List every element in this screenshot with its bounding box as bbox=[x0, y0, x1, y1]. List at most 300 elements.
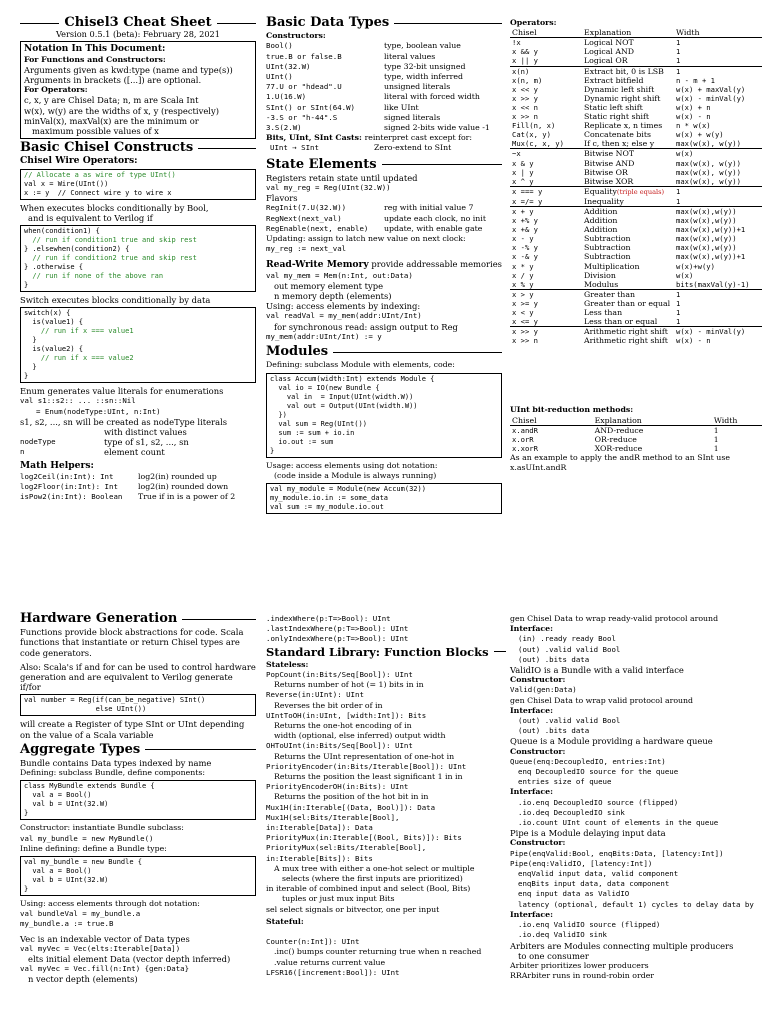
types-desc: like UInt bbox=[384, 102, 419, 112]
flavor-code: RegEnable(next, enable) bbox=[266, 223, 369, 233]
std-mux: selects (where the first inputs are prioritized) bbox=[282, 874, 463, 884]
hw-code bbox=[20, 694, 256, 716]
operator-cell: max(w(x),w(y)) bbox=[674, 206, 762, 216]
rw-title-line bbox=[266, 259, 502, 270]
switch-code-line: is(value1) { bbox=[24, 318, 84, 327]
agg-code-line: val my_bundle = new Bundle { bbox=[24, 858, 143, 867]
spacer bbox=[266, 927, 506, 937]
std-stateless: Stateless: bbox=[266, 659, 309, 669]
operator-row bbox=[510, 149, 762, 159]
modules-code-line: class Accum(width:Int) extends Module { bbox=[270, 374, 435, 383]
operator-cell: Modulus bbox=[584, 279, 619, 289]
std-rule bbox=[494, 651, 506, 652]
std-item-code: Mux1H(in:Iterable[(Data, Bool)]): Data bbox=[266, 802, 436, 812]
operator-row bbox=[510, 66, 762, 76]
rw-line: for synchronous read: assign output to Reg bbox=[274, 321, 458, 332]
operator-cell: w(x) bbox=[674, 149, 762, 159]
operator-cell: Arithmetic right shift bbox=[584, 336, 668, 346]
agg-title-row bbox=[20, 741, 256, 757]
operator-cell: Bitwise NOT bbox=[582, 149, 674, 159]
operators-header-row bbox=[510, 28, 762, 38]
operator-cell: Static right shift bbox=[584, 112, 649, 122]
operator-cell: x === y bbox=[510, 186, 582, 197]
std-mux: sel select signals or bitvector, one per input bbox=[266, 904, 440, 914]
std-item-desc: Reverses the bit order of in bbox=[274, 700, 383, 710]
std-stateful: Stateful: bbox=[266, 916, 304, 926]
wire-code-line: val x = Wire(UInt()) bbox=[24, 179, 109, 188]
types-constructors: Constructors: bbox=[266, 31, 326, 41]
operator-cell: max(w(x),w(y)) bbox=[676, 216, 737, 226]
rw-line: my_mem(addr:UInt/Int) := y bbox=[266, 331, 382, 341]
types-row bbox=[266, 92, 502, 102]
c3-line: Valid(gen:Data) bbox=[510, 685, 577, 695]
modules-usage-code bbox=[266, 483, 502, 514]
c3-line: .io.enq ValidIO source (flipped) bbox=[518, 920, 661, 930]
operator-cell: x | y bbox=[512, 167, 534, 177]
c3-line: (in) .ready ready Bool bbox=[518, 634, 616, 644]
notation-heading: Notation In This Document: bbox=[24, 44, 166, 55]
notation-l4: w(x), w(y) are the widths of x, y (respectively) bbox=[24, 105, 219, 116]
enum-param: n bbox=[20, 447, 25, 457]
operator-row bbox=[510, 94, 762, 103]
operator-cell: x > y bbox=[510, 289, 582, 299]
math-heading: Math Helpers: bbox=[20, 459, 94, 471]
types-row bbox=[266, 62, 502, 72]
operator-cell: 1 bbox=[674, 186, 762, 197]
state-title-row bbox=[266, 156, 502, 172]
types-title-row bbox=[266, 15, 502, 30]
usage-code-line: val my_module = Module(new Accum(32)) bbox=[270, 484, 426, 493]
rw-line: out memory element type bbox=[274, 280, 384, 291]
c3-arb: Arbiter prioritizes lower producers bbox=[510, 960, 649, 970]
operator-cell: max(w(x),w(y))+1 bbox=[676, 225, 746, 235]
types-desc: signed 2-bits wide value -1 bbox=[384, 123, 490, 133]
modules-code-line: }) bbox=[270, 410, 287, 419]
col-top-left bbox=[20, 16, 256, 502]
c3-line: enq input data as ValidIO bbox=[518, 889, 630, 899]
casts-row bbox=[266, 143, 502, 153]
reg-line: val my_reg = Reg(UInt(32.W)) bbox=[266, 183, 391, 193]
c3-line: .io.enq DecoupledIO source (flipped) bbox=[518, 797, 679, 807]
agg-c2: val my_bundle = new MyBundle() bbox=[20, 833, 154, 843]
operator-row bbox=[510, 327, 762, 337]
operator-cell: Logical OR bbox=[584, 56, 628, 66]
c3-line: (out) .valid valid Bool bbox=[518, 644, 621, 654]
agg-code-line: } bbox=[24, 885, 29, 894]
reduction-cell: x.xorR bbox=[512, 443, 538, 453]
agg-u1: Using: access elements through dot notation: bbox=[20, 899, 200, 909]
types-rule bbox=[394, 23, 502, 24]
c3-interface: Interface: bbox=[510, 624, 553, 634]
operator-cell: x >= y bbox=[512, 298, 538, 308]
modules-rule bbox=[333, 352, 502, 353]
operators-header-cell: Chisel bbox=[510, 28, 582, 38]
modules-code-line: val io = IO(new Bundle { bbox=[270, 383, 380, 392]
operator-cell: x -& y bbox=[512, 252, 538, 262]
operator-cell: Cat(x, y) bbox=[512, 130, 551, 140]
reduction-header-cell: Explanation bbox=[565, 416, 712, 426]
hw-p3: will create a Register of type SInt or UInt depending on the value of a Scala variable bbox=[20, 719, 245, 740]
agg-v4: val myVec = Vec.fill(n:Int) {gen:Data} bbox=[20, 964, 190, 974]
when-code-block bbox=[20, 225, 256, 292]
reduction-cell: 1 bbox=[713, 425, 719, 435]
c3-interface: Interface: bbox=[510, 705, 553, 715]
types-code: Bool() bbox=[266, 41, 293, 51]
math-desc: log2(in) rounded up bbox=[138, 471, 217, 481]
c3-constructor: Constructor: bbox=[510, 746, 566, 756]
when-code-line: } .elsewhen(condition2) { bbox=[24, 245, 130, 254]
agg-v5: n vector depth (elements) bbox=[28, 974, 138, 985]
enum-param-row bbox=[20, 437, 256, 447]
casts-desc: Zero-extend to SInt bbox=[374, 143, 452, 153]
casts-code: UInt → SInt bbox=[270, 143, 319, 153]
enum-line-2: = Enum(nodeType:UInt, n:Int) bbox=[36, 406, 161, 416]
flavor-desc: reg with initial value 7 bbox=[384, 203, 474, 213]
c3-line: enq DecoupledIO source for the queue bbox=[518, 767, 679, 777]
std-counter: LFSR16([increment:Bool]): UInt bbox=[266, 967, 400, 977]
enum-param-row bbox=[20, 447, 256, 457]
modules-title-row bbox=[266, 344, 502, 360]
types-row bbox=[266, 52, 502, 62]
std-item-code: in:Iterable[Bits]): Bits bbox=[266, 853, 373, 863]
types-code: 77.U or "hdead".U bbox=[266, 82, 342, 92]
operator-cell: max(w(x),w(y)) bbox=[676, 243, 737, 253]
reduction-title: UInt bit-reduction methods: bbox=[510, 405, 634, 415]
flavor-code: RegNext(next_val) bbox=[266, 213, 342, 223]
hw-code-line: val number = Reg(if(can_be_negative) SInt() bbox=[24, 696, 206, 705]
notation-l5: minVal(x), maxVal(x) are the minimum or bbox=[24, 115, 199, 126]
operator-cell: n - m + 1 bbox=[676, 75, 715, 85]
types-code: 1.U(16.W) bbox=[266, 92, 307, 102]
switch-code-line: is(value2) { bbox=[24, 345, 84, 354]
operators-header-cell: Explanation bbox=[582, 28, 674, 38]
operator-cell: 1 bbox=[676, 298, 681, 308]
math-code: log2Floor(in:Int): Int bbox=[20, 482, 118, 492]
std-title-row bbox=[266, 644, 506, 659]
casts-desc: reinterpret cast except for: bbox=[364, 133, 473, 143]
operator-row bbox=[510, 103, 762, 112]
operator-cell: Addition bbox=[584, 216, 618, 226]
std-item-desc: Returns the one-hot encoding of in bbox=[274, 721, 412, 731]
c3-line: .io.deq DecoupledIO sink bbox=[518, 807, 625, 817]
operator-cell: Inequality bbox=[584, 196, 624, 206]
c3-line: (out) .valid valid Bool bbox=[518, 716, 621, 726]
operator-row bbox=[510, 262, 762, 271]
agg-u2: val bundleVal = my_bundle.a bbox=[20, 909, 141, 919]
operator-cell: x >> y bbox=[512, 93, 538, 103]
types-code: -3.S or "h-44".S bbox=[266, 112, 338, 122]
c3-line: .io.count UInt count of elements in the queue bbox=[518, 818, 719, 828]
operator-cell: Subtraction bbox=[584, 234, 631, 244]
std-top-line: .lastIndexWhere(p:T=>Bool): UInt bbox=[266, 624, 409, 634]
c3-line: (out) .bits data bbox=[518, 726, 590, 736]
switch-code-line: switch(x) { bbox=[24, 309, 71, 318]
std-counter: Counter(n:Int]): UInt bbox=[266, 937, 360, 947]
types-desc: literal values bbox=[384, 51, 436, 61]
when-code-line: } .otherwise { bbox=[24, 263, 84, 272]
operator-cell: Bitwise AND bbox=[584, 158, 635, 168]
types-code: true.B or false.B bbox=[266, 51, 342, 61]
operator-cell: ~x bbox=[510, 149, 582, 159]
types-title: Basic Data Types bbox=[266, 15, 390, 30]
operator-cell: x <= y bbox=[512, 317, 538, 327]
notation-l6: maximum possible values of x bbox=[32, 126, 159, 137]
operator-cell: Logical NOT bbox=[584, 38, 634, 48]
operator-cell: Concatenate bits bbox=[584, 130, 651, 140]
types-desc: type 32-bit unsigned bbox=[384, 61, 466, 71]
reduction-cell: OR-reduce bbox=[594, 434, 637, 444]
modules-defining: Defining: subclass Module with elements, code: bbox=[266, 360, 455, 370]
types-row bbox=[266, 82, 502, 92]
types-row bbox=[266, 103, 502, 113]
std-title: Standard Library: Function Blocks bbox=[266, 644, 489, 659]
math-code: log2Ceil(in:Int): Int bbox=[20, 471, 114, 481]
math-desc: True if in is a power of 2 bbox=[138, 492, 236, 502]
operator-cell: Static left shift bbox=[584, 102, 643, 112]
std-item-code: PriorityEncoder(in:Bits/Iterable[Bool]): UInt bbox=[266, 761, 467, 771]
operator-cell: !x bbox=[512, 38, 521, 48]
operator-cell: 1 bbox=[676, 308, 681, 318]
c3-interface: Interface: bbox=[510, 909, 553, 919]
when-code-line: when(condition1) { bbox=[24, 227, 100, 236]
c3-line: Pipe(enqValid:Bool, enqBits:Data, [latency:Int]) bbox=[510, 848, 724, 858]
switch-code-line: } bbox=[24, 336, 37, 345]
c3-line: Queue(enq:DecoupledIO, entries:Int) bbox=[510, 756, 666, 766]
notation-l2: Arguments in brackets ([...]) are optional. bbox=[24, 75, 202, 86]
agg-code-line: val b = UInt(32.W) bbox=[24, 876, 109, 885]
operator-cell: 1 bbox=[676, 38, 681, 48]
operator-cell: 1 bbox=[676, 47, 681, 57]
operator-cell: x & y bbox=[512, 158, 534, 168]
operator-row bbox=[510, 139, 762, 149]
operator-cell: x ^ y bbox=[512, 176, 534, 186]
operator-row bbox=[510, 186, 762, 197]
types-code: 3.S(2.W) bbox=[266, 123, 302, 133]
when-code-line: } bbox=[24, 281, 29, 290]
c3-line: (out) .bits data bbox=[518, 654, 590, 664]
operator-cell: x || y bbox=[512, 56, 538, 66]
operator-cell: x -% y bbox=[512, 243, 538, 253]
flavor-row bbox=[266, 203, 502, 213]
c3-line: entries size of queue bbox=[518, 777, 612, 787]
operator-row bbox=[510, 234, 762, 243]
std-item-code: PriorityMux(sel:Bits/Iterable[Bool], bbox=[266, 843, 427, 853]
agg-rule bbox=[145, 749, 256, 750]
std-mux: tuples or just mux input Bits bbox=[282, 894, 395, 904]
modules-code-block bbox=[266, 373, 502, 458]
operator-cell: Mux(c, x, y) bbox=[512, 139, 564, 149]
flavor-desc: update each clock, no init bbox=[384, 213, 486, 223]
std-item-code: in:Iterable[Data]): Data bbox=[266, 823, 373, 833]
sheet-title-row bbox=[20, 15, 256, 30]
math-desc: log2(in) rounded down bbox=[138, 482, 229, 492]
operator-row bbox=[510, 56, 762, 66]
operator-cell: max(w(x), w(y)) bbox=[676, 139, 741, 149]
c3-line: latency (optional, default 1) cycles to delay data by bbox=[518, 899, 754, 909]
types-row bbox=[266, 72, 502, 82]
hw-rule bbox=[182, 619, 256, 620]
operator-row bbox=[510, 280, 762, 290]
col-top-right bbox=[510, 18, 762, 473]
agg-code-2 bbox=[20, 856, 256, 896]
operator-cell: w(x) + n bbox=[676, 102, 711, 112]
operator-cell: Addition bbox=[584, 225, 618, 235]
operator-cell: If c, then x; else y bbox=[584, 139, 655, 149]
modules-code-line: } bbox=[270, 446, 275, 455]
std-item-code: OHToUInt(in:Bits/Seq[Bool]): UInt bbox=[266, 741, 413, 751]
agg-code-1 bbox=[20, 780, 256, 820]
modules-code-line: val in = Input(UInt(width.W)) bbox=[270, 392, 414, 401]
when-code-line: // run if condition2 true and skip rest bbox=[24, 254, 197, 263]
operator-row bbox=[510, 130, 762, 139]
wire-heading: Chisel Wire Operators: bbox=[20, 155, 138, 167]
basic-title: Basic Chisel Constructs bbox=[20, 140, 194, 156]
std-item-code: UIntToOH(in:UInt, [width:Int]): Bits bbox=[266, 710, 427, 720]
switch-code-line: // run if x === value1 bbox=[24, 327, 134, 336]
operators-title: Operators: bbox=[510, 18, 557, 27]
operator-cell: Less than bbox=[584, 308, 623, 318]
std-mux: A mux tree with either a one-hot select or multiple bbox=[274, 863, 475, 873]
operator-cell: Equality(triple equals) bbox=[582, 186, 674, 197]
operator-cell: Replicate x, n times bbox=[584, 121, 663, 131]
operator-cell: Extract bit, 0 is LSB bbox=[582, 66, 674, 76]
operator-cell: x << n bbox=[512, 102, 538, 112]
agg-c1: Constructor: instantiate Bundle subclass: bbox=[20, 823, 184, 833]
types-code: UInt(32.W) bbox=[266, 61, 311, 71]
operator-cell: w(x)+w(y) bbox=[676, 261, 715, 271]
std-item-desc: Returns the position the least significant 1 in in bbox=[274, 772, 463, 782]
types-code: SInt() or SInt(64.W) bbox=[266, 102, 355, 112]
rw-line: Using: access elements by indexing: bbox=[266, 301, 421, 312]
c3-line: enqBits input data, data component bbox=[518, 879, 670, 889]
operator-row bbox=[510, 38, 762, 48]
operator-row bbox=[510, 47, 762, 56]
std-item-code: PriorityEncoderOH(in:Bits): UInt bbox=[266, 782, 409, 792]
rw-text: provide addressable memories bbox=[371, 259, 502, 270]
col-bottom-middle bbox=[266, 614, 506, 978]
operator-row bbox=[510, 252, 762, 261]
types-desc: signed literals bbox=[384, 112, 441, 122]
modules-usage: (code inside a Module is always running) bbox=[274, 470, 437, 480]
title-rule-left bbox=[20, 23, 59, 24]
operator-cell: w(x) - minVal(y) bbox=[674, 327, 762, 337]
reduction-note: x.asUInt.andR bbox=[510, 463, 567, 473]
reduction-cell: 1 bbox=[713, 443, 719, 453]
agg-v3: elts initial element Data (vector depth inferred) bbox=[28, 954, 231, 965]
wire-code-line: // Allocate a as wire of type UInt() bbox=[24, 170, 176, 179]
reduction-cell: AND-reduce bbox=[594, 425, 644, 435]
std-counter: .value returns current value bbox=[274, 957, 386, 967]
operator-row bbox=[510, 216, 762, 225]
operator-cell: x % y bbox=[512, 279, 534, 289]
wire-code-block bbox=[20, 169, 256, 200]
operator-cell: Subtraction bbox=[584, 243, 631, 253]
operator-cell: x >> n bbox=[512, 112, 538, 122]
operator-cell: Subtraction bbox=[584, 252, 631, 262]
operators-header-cell: Width bbox=[674, 28, 762, 38]
reduction-header-cell: Width bbox=[712, 416, 762, 426]
wire-code-line: x := y // Connect wire y to wire x bbox=[24, 188, 172, 197]
operator-row bbox=[510, 177, 762, 187]
operator-cell: bits(maxVal(y)-1) bbox=[676, 279, 750, 289]
col-bottom-left bbox=[20, 612, 256, 985]
operator-row bbox=[510, 336, 762, 345]
modules-usage: Usage: access elements using dot notation: bbox=[266, 460, 438, 470]
flavors-label: Flavors bbox=[266, 193, 298, 204]
operator-row bbox=[510, 299, 762, 308]
operator-row bbox=[510, 197, 762, 207]
spacer bbox=[510, 345, 762, 405]
reduction-table bbox=[510, 416, 762, 453]
operator-cell: 1 bbox=[676, 196, 681, 206]
switch-code-line: // run if x === value2 bbox=[24, 354, 134, 363]
agg-title: Aggregate Types bbox=[20, 741, 141, 757]
operator-row bbox=[510, 243, 762, 252]
switch-code-line: } bbox=[24, 372, 29, 381]
enum-param: nodeType bbox=[20, 437, 56, 447]
modules-code-line: val out = Output(UInt(width.W)) bbox=[270, 401, 418, 410]
notation-l3: c, x, y are Chisel Data; n, m are Scala Int bbox=[24, 95, 199, 106]
c3-line: gen Chisel Data to wrap valid protocol around bbox=[510, 695, 694, 705]
switch-code-line: } bbox=[24, 363, 37, 372]
operator-cell: Multiplication bbox=[584, 261, 640, 271]
types-code: UInt() bbox=[266, 72, 293, 82]
hw-title: Hardware Generation bbox=[20, 611, 178, 626]
agg-code-line: val a = Bool() bbox=[24, 867, 92, 876]
types-row bbox=[266, 113, 502, 123]
operator-cell: n * w(x) bbox=[676, 121, 711, 131]
agg-code-line: val b = UInt(32.W) bbox=[24, 800, 109, 809]
col-bottom-right bbox=[510, 614, 762, 981]
operator-cell: x(n, m) bbox=[512, 75, 543, 85]
col-top-middle bbox=[266, 16, 502, 517]
operator-row bbox=[510, 225, 762, 234]
enum-line-4: with distinct values bbox=[104, 427, 187, 438]
state-rule bbox=[382, 164, 502, 165]
reg-text: Registers retain state until updated bbox=[266, 172, 418, 183]
when-code-line: // run if condition1 true and skip rest bbox=[24, 236, 197, 245]
operator-cell: 1 bbox=[674, 66, 762, 76]
math-row bbox=[20, 472, 256, 482]
reduction-cell: XOR-reduce bbox=[594, 443, 643, 453]
operator-cell: Fill(n, x) bbox=[512, 121, 556, 131]
types-desc: unsigned literals bbox=[384, 82, 451, 92]
std-item-code: Reverse(in:UInt): UInt bbox=[266, 690, 364, 700]
operator-cell: x +% y bbox=[512, 216, 538, 226]
std-item-code: PriorityMux(in:Iterable[(Bool, Bits)]): Bits bbox=[266, 833, 462, 843]
flavor-row bbox=[266, 224, 502, 234]
math-code: isPow2(in:Int): Boolean bbox=[20, 492, 123, 502]
enum-line-3: s1, s2, ..., sn will be created as nodeType literals bbox=[20, 416, 228, 427]
hw-p1: Functions provide block abstractions for code. Scala functions that instantiate or return Chisel types are code generators. bbox=[20, 627, 244, 658]
operators-table bbox=[510, 28, 762, 345]
operator-row bbox=[510, 271, 762, 280]
std-item-code: PopCount(in:Bits/Seq[Bool]): UInt bbox=[266, 670, 413, 680]
state-title: State Elements bbox=[266, 156, 377, 172]
operator-cell: max(w(x), w(y)) bbox=[676, 176, 741, 186]
flavor-row bbox=[266, 214, 502, 224]
operator-cell: x +& y bbox=[512, 225, 538, 235]
operator-cell: w(x) - n bbox=[676, 112, 711, 122]
switch-code-block bbox=[20, 307, 256, 383]
operator-cell: Arithmetic right shift bbox=[582, 327, 674, 337]
types-desc: type, width inferred bbox=[384, 72, 463, 82]
operator-cell: Dynamic right shift bbox=[584, 93, 661, 103]
operator-cell: w(x) + w(y) bbox=[676, 130, 724, 140]
types-row bbox=[266, 123, 502, 133]
title-rule-right bbox=[217, 23, 256, 24]
sheet-title: Chisel3 Cheat Sheet bbox=[64, 15, 212, 30]
